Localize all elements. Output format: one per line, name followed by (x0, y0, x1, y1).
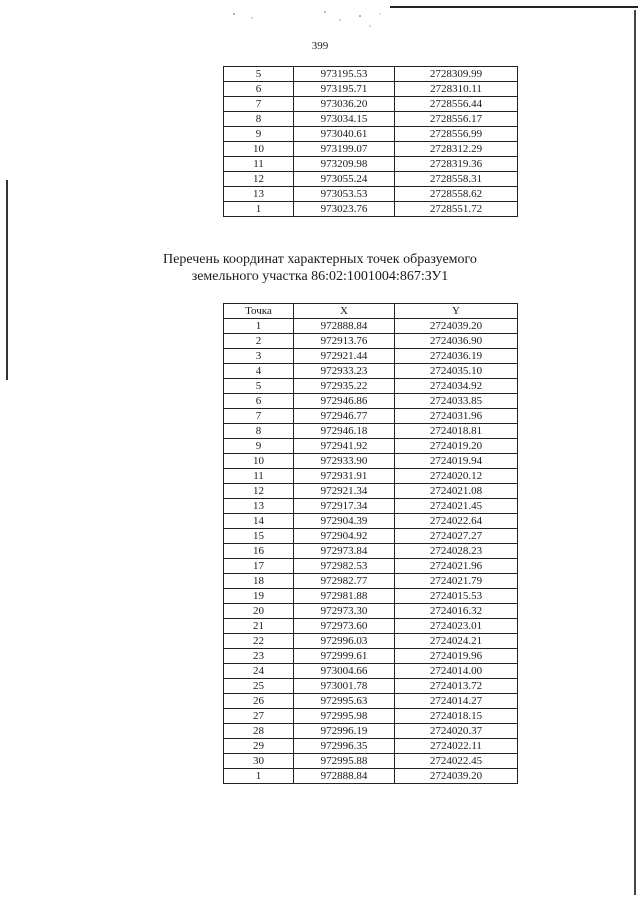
cell-y: 2728319.36 (395, 157, 518, 172)
table-row (224, 724, 518, 739)
cell-x: 972946.18 (294, 424, 395, 439)
cell-x: 973209.98 (294, 157, 395, 172)
cell-x: 972982.77 (294, 574, 395, 589)
cell-y: 2724023.01 (395, 619, 518, 634)
cell-y: 2724028.23 (395, 544, 518, 559)
cell-x: 973195.71 (294, 82, 395, 97)
cell-x: 973036.20 (294, 97, 395, 112)
coordinates-table-zu1 (223, 303, 518, 784)
cell-x: 972973.60 (294, 619, 395, 634)
cell-point: 18 (224, 574, 294, 589)
section-title-line-1: Перечень координат характерных точек образуемого (163, 252, 477, 267)
table-row (224, 379, 518, 394)
cell-point: 27 (224, 709, 294, 724)
cell-y: 2724020.37 (395, 724, 518, 739)
cell-y: 2724027.27 (395, 529, 518, 544)
header-point: Точка (224, 304, 294, 319)
table-row (224, 157, 518, 172)
table-row (224, 649, 518, 664)
cell-point: 30 (224, 754, 294, 769)
table-row (224, 679, 518, 694)
header-x: X (294, 304, 395, 319)
left-margin-scan-mark (6, 180, 8, 380)
cell-point: 14 (224, 514, 294, 529)
cell-point: 24 (224, 664, 294, 679)
cell-x: 972888.84 (294, 319, 395, 334)
cell-y: 2724036.19 (395, 349, 518, 364)
table-row (224, 544, 518, 559)
table-row (224, 334, 518, 349)
cell-x: 972946.86 (294, 394, 395, 409)
cell-point: 16 (224, 544, 294, 559)
cell-point: 28 (224, 724, 294, 739)
table-row (224, 634, 518, 649)
cell-y: 2724021.08 (395, 484, 518, 499)
section-title (120, 251, 520, 285)
cell-y: 2724013.72 (395, 679, 518, 694)
table-row (224, 349, 518, 364)
cell-y: 2724039.20 (395, 769, 518, 784)
cell-x: 973055.24 (294, 172, 395, 187)
cell-point: 25 (224, 679, 294, 694)
table-row (224, 619, 518, 634)
cell-x: 972888.84 (294, 769, 395, 784)
table-row (224, 559, 518, 574)
cell-y: 2728309.99 (395, 67, 518, 82)
cell-x: 973034.15 (294, 112, 395, 127)
cell-x: 973001.78 (294, 679, 395, 694)
cell-x: 972933.90 (294, 454, 395, 469)
cell-x: 972931.91 (294, 469, 395, 484)
cell-point: 6 (224, 394, 294, 409)
cell-y: 2724020.12 (395, 469, 518, 484)
cell-point: 10 (224, 454, 294, 469)
scan-noise-specks (230, 8, 390, 38)
cell-point: 7 (224, 409, 294, 424)
coordinates-table-continued (223, 66, 518, 217)
cell-x: 972935.22 (294, 379, 395, 394)
cell-y: 2724014.27 (395, 694, 518, 709)
cell-x: 973053.53 (294, 187, 395, 202)
table-row (224, 469, 518, 484)
cell-point: 13 (224, 499, 294, 514)
cell-point: 1 (224, 769, 294, 784)
table-row (224, 454, 518, 469)
cell-point: 21 (224, 619, 294, 634)
cell-x: 972996.35 (294, 739, 395, 754)
cell-y: 2724021.79 (395, 574, 518, 589)
cell-point: 1 (224, 319, 294, 334)
table-row (224, 319, 518, 334)
cell-point: 6 (224, 82, 294, 97)
table-row (224, 424, 518, 439)
cell-y: 2728558.62 (395, 187, 518, 202)
cell-x: 972973.30 (294, 604, 395, 619)
coordinates-table-continued-body (224, 67, 518, 217)
cell-y: 2728556.17 (395, 112, 518, 127)
table-row (224, 187, 518, 202)
table-row (224, 694, 518, 709)
cell-x: 972995.98 (294, 709, 395, 724)
cell-y: 2724019.94 (395, 454, 518, 469)
section-title-line-2: земельного участка 86:02:1001004:867:ЗУ1 (191, 269, 449, 284)
cell-point: 5 (224, 379, 294, 394)
cell-y: 2728558.31 (395, 172, 518, 187)
cell-x: 973195.53 (294, 67, 395, 82)
table-row (224, 754, 518, 769)
table-row (224, 499, 518, 514)
table-row (224, 709, 518, 724)
table-row (224, 409, 518, 424)
cell-point: 23 (224, 649, 294, 664)
cell-y: 2724019.20 (395, 439, 518, 454)
cell-point: 12 (224, 484, 294, 499)
table-row (224, 394, 518, 409)
cell-y: 2724039.20 (395, 319, 518, 334)
cell-point: 10 (224, 142, 294, 157)
header-y: Y (395, 304, 518, 319)
cell-point: 2 (224, 334, 294, 349)
cell-x: 972982.53 (294, 559, 395, 574)
cell-y: 2724015.53 (395, 589, 518, 604)
cell-x: 972996.03 (294, 634, 395, 649)
cell-y: 2724022.45 (395, 754, 518, 769)
cell-x: 972904.92 (294, 529, 395, 544)
cell-x: 972933.23 (294, 364, 395, 379)
cell-y: 2724031.96 (395, 409, 518, 424)
cell-point: 7 (224, 97, 294, 112)
cell-x: 973023.76 (294, 202, 395, 217)
cell-point: 4 (224, 364, 294, 379)
cell-y: 2728310.11 (395, 82, 518, 97)
cell-point: 1 (224, 202, 294, 217)
cell-x: 972946.77 (294, 409, 395, 424)
table-row (224, 364, 518, 379)
cell-point: 11 (224, 469, 294, 484)
cell-point: 20 (224, 604, 294, 619)
table-row (224, 142, 518, 157)
cell-x: 972941.92 (294, 439, 395, 454)
cell-x: 972904.39 (294, 514, 395, 529)
table-row (224, 202, 518, 217)
cell-point: 26 (224, 694, 294, 709)
cell-y: 2724021.96 (395, 559, 518, 574)
cell-y: 2728312.29 (395, 142, 518, 157)
table-row (224, 439, 518, 454)
cell-point: 5 (224, 67, 294, 82)
cell-y: 2724019.96 (395, 649, 518, 664)
cell-y: 2724034.92 (395, 379, 518, 394)
cell-x: 972913.76 (294, 334, 395, 349)
cell-point: 3 (224, 349, 294, 364)
table-row (224, 97, 518, 112)
cell-point: 22 (224, 634, 294, 649)
cell-x: 972921.44 (294, 349, 395, 364)
right-margin-scan-mark (634, 10, 636, 895)
table-row (224, 529, 518, 544)
cell-x: 973199.07 (294, 142, 395, 157)
top-scan-rule (390, 6, 638, 8)
cell-y: 2724018.81 (395, 424, 518, 439)
table-row (224, 127, 518, 142)
cell-y: 2724033.85 (395, 394, 518, 409)
table-header-row (224, 304, 518, 319)
table-row (224, 82, 518, 97)
cell-point: 19 (224, 589, 294, 604)
cell-point: 12 (224, 172, 294, 187)
cell-x: 972973.84 (294, 544, 395, 559)
table-row (224, 172, 518, 187)
cell-x: 972999.61 (294, 649, 395, 664)
cell-point: 15 (224, 529, 294, 544)
table-row (224, 484, 518, 499)
table-row (224, 574, 518, 589)
cell-x: 973004.66 (294, 664, 395, 679)
cell-point: 17 (224, 559, 294, 574)
cell-x: 973040.61 (294, 127, 395, 142)
table-row (224, 604, 518, 619)
cell-y: 2728556.44 (395, 97, 518, 112)
cell-y: 2728556.99 (395, 127, 518, 142)
cell-point: 9 (224, 439, 294, 454)
table-row (224, 514, 518, 529)
cell-y: 2724024.21 (395, 634, 518, 649)
cell-y: 2724018.15 (395, 709, 518, 724)
cell-x: 972981.88 (294, 589, 395, 604)
cell-point: 11 (224, 157, 294, 172)
cell-point: 13 (224, 187, 294, 202)
cell-y: 2724022.64 (395, 514, 518, 529)
table-row (224, 739, 518, 754)
table-row (224, 589, 518, 604)
cell-x: 972921.34 (294, 484, 395, 499)
cell-point: 8 (224, 112, 294, 127)
cell-point: 29 (224, 739, 294, 754)
page-number: 399 (311, 40, 329, 52)
cell-y: 2724021.45 (395, 499, 518, 514)
table-row (224, 67, 518, 82)
cell-x: 972917.34 (294, 499, 395, 514)
cell-y: 2724022.11 (395, 739, 518, 754)
cell-y: 2728551.72 (395, 202, 518, 217)
cell-x: 972995.63 (294, 694, 395, 709)
cell-point: 8 (224, 424, 294, 439)
table-row (224, 112, 518, 127)
cell-y: 2724014.00 (395, 664, 518, 679)
cell-y: 2724036.90 (395, 334, 518, 349)
cell-x: 972995.88 (294, 754, 395, 769)
cell-y: 2724035.10 (395, 364, 518, 379)
coordinates-table-zu1-body (224, 319, 518, 784)
cell-x: 972996.19 (294, 724, 395, 739)
cell-point: 9 (224, 127, 294, 142)
cell-y: 2724016.32 (395, 604, 518, 619)
table-row (224, 769, 518, 784)
table-row (224, 664, 518, 679)
